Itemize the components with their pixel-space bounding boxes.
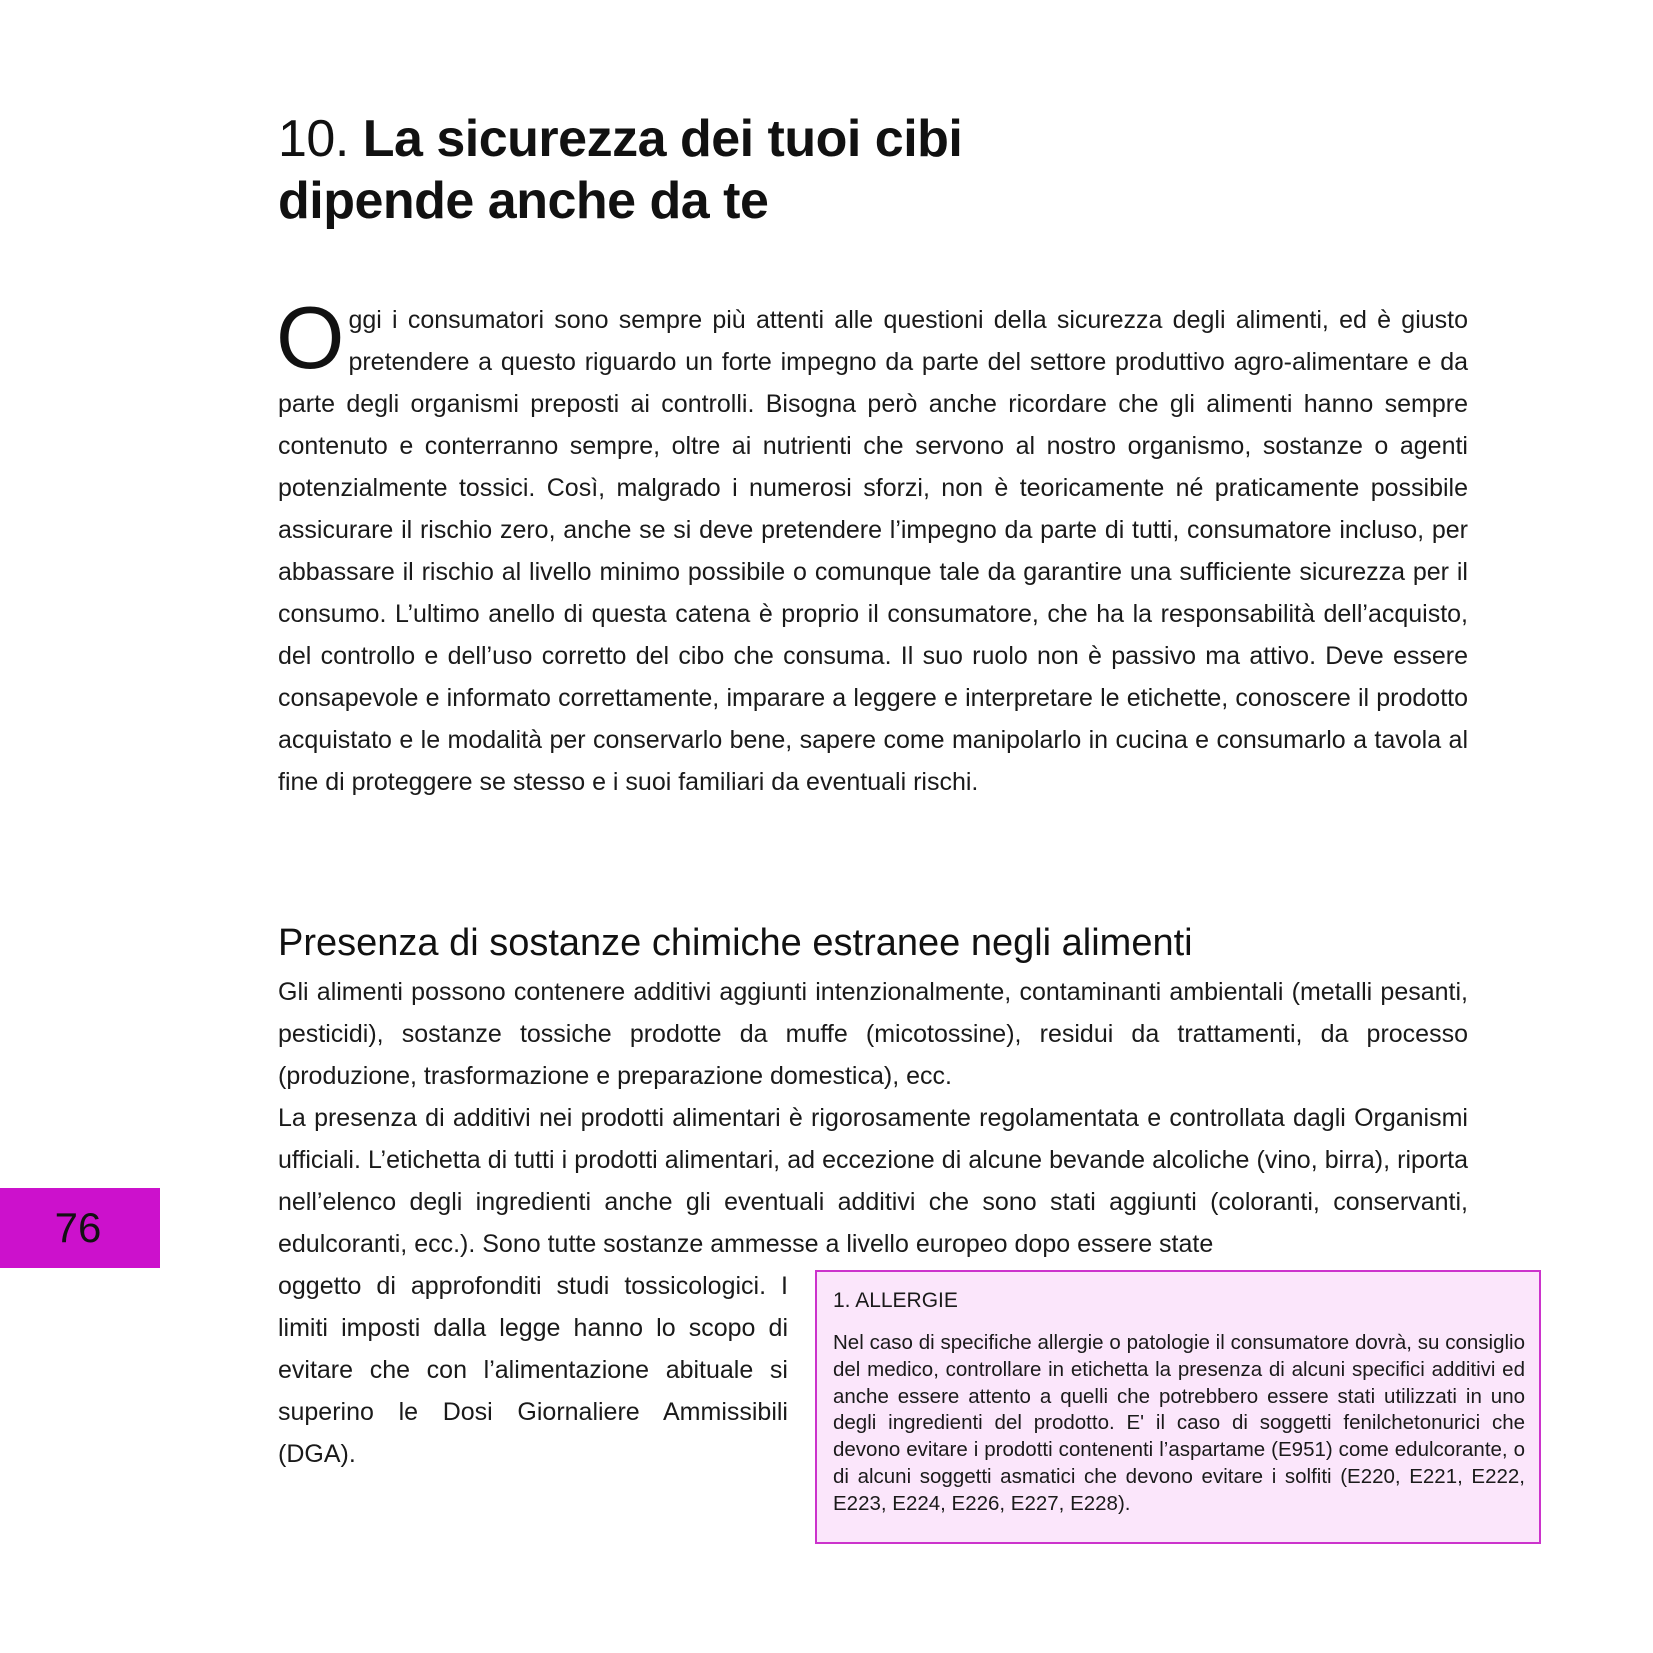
section-body bbox=[278, 971, 1468, 1265]
page-number-tab bbox=[0, 1188, 160, 1268]
chapter-number: 10. bbox=[278, 110, 349, 168]
intro-text: ggi i consumatori sono sempre più attenti alle questioni della sicurezza degli alimenti, ed è giusto pretendere a questo riguardo un forte impegno da parte del settore produttivo agro-alimentare e da parte degli organismi preposti ai controlli. Bisogna però anche ricordare che gli alimenti hanno sempre contenuto e conterranno sempre, oltre ai nutrienti che servono al nostro organismo, sostanze o agenti potenzialmente tossici. Così, malgrado i numerosi sforzi, non è teoricamente né praticamente possibile assicurare il rischio zero, anche se si deve pretendere l’impegno da parte di tutti, consumatore incluso, per abbassare il rischio al livello minimo possibile o comunque tale da garantire una sufficiente sicurezza per il consumo. L’ultimo anello di questa catena è proprio il consumatore, che ha la responsabilità dell’acquisto, del controllo e dell’uso corretto del cibo che consuma. Il suo ruolo non è passivo ma attivo. Deve essere consapevole e informato correttamente, imparare a leggere e interpretare le etichette, conoscere il prodotto acquistato e le modalità per conservarlo bene, sapere come manipolarlo in cucina e consumarlo a tavola al fine di proteggere se stesso e i suoi familiari da eventuali rischi. bbox=[278, 306, 1468, 796]
section-paragraph-2: La presenza di additivi nei prodotti alimentari è rigorosamente regolamentata e controllata dagli Organismi ufficiali. L’etichetta di tutti i prodotti alimentari, ad eccezione di alcune bevande alcoliche (vino, birra), riporta nell’elenco degli ingredienti anche gli eventuali additivi che sono stati aggiunti (coloranti, conservanti, edulcoranti, ecc.). Sono tutte sostanze ammesse a livello europeo dopo essere state bbox=[278, 1104, 1468, 1258]
intro-dropcap: O bbox=[276, 288, 345, 387]
section-heading: Presenza di sostanze chimiche estranee negli alimenti bbox=[278, 922, 1193, 964]
page-number: 76 bbox=[54, 1204, 102, 1251]
sidebox-text: Nel caso di specifiche allergie o patologie il consumatore dovrà, su consiglio del medico, controllare in etichetta la presenza di alcuni specifici additivi ed anche essere attento a quelli che potrebbero essere stati utilizzati in uno degli ingredienti del prodotto. E' il caso di soggetti fenilchetonurici che devono evitare i prodotti contenenti l’aspartame (E951) come edulcorante, o di alcuni soggetti asmatici che devono evitare i solfiti (E220, E221, E222, E223, E224, E226, E227, E228). bbox=[833, 1331, 1525, 1515]
section-paragraph-1: Gli alimenti possono contenere additivi aggiunti intenzionalmente, contaminanti ambientali (metalli pesanti, pesticidi), sostanze tossiche prodotte da muffe (micotossine), residui da trattamenti, da processo (produzione, trasformazione e preparazione domestica), ecc. bbox=[278, 978, 1468, 1090]
section-paragraph-2-continued: oggetto di approfonditi studi tossicologici. I limiti imposti dalla legge hanno lo scopo di evitare che con l’alimentazione abituale si superino le Dosi Giornaliere Ammissibili (DGA). bbox=[278, 1272, 788, 1468]
chapter-title-line2: dipende anche da te bbox=[278, 172, 769, 230]
chapter-title-line1: La sicurezza dei tuoi cibi bbox=[362, 110, 963, 168]
allergy-sidebox bbox=[815, 1270, 1541, 1544]
sidebox-title: 1. ALLERGIE bbox=[833, 1289, 958, 1312]
intro-paragraph bbox=[276, 288, 1468, 803]
chapter-title bbox=[278, 108, 1178, 232]
